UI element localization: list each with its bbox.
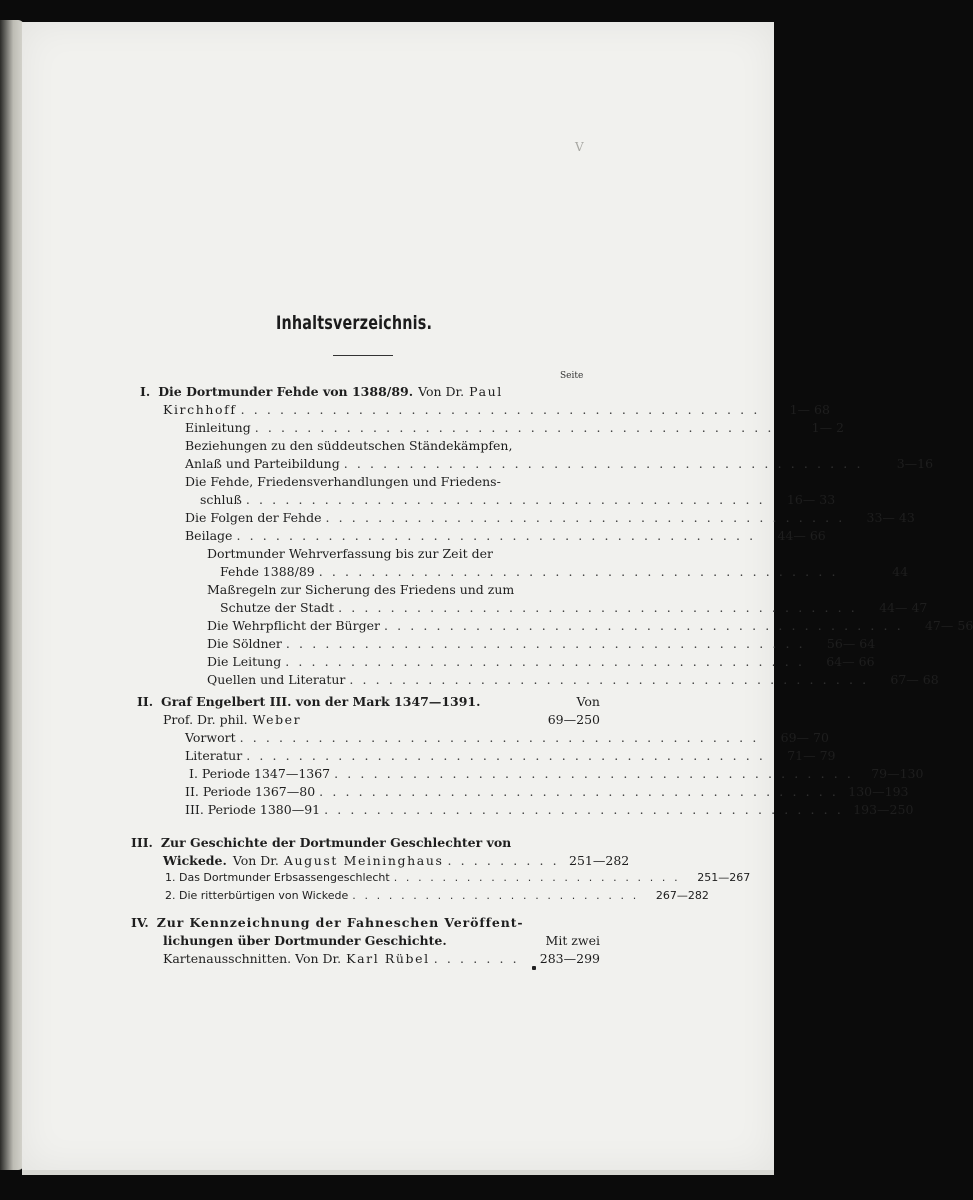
section-number: III. xyxy=(131,835,153,850)
toc-entry xyxy=(185,474,600,492)
title-divider xyxy=(333,355,393,356)
page-range: 33— 43 xyxy=(866,510,915,525)
page-column-header: Seite xyxy=(560,371,584,381)
page-range: 71— 79 xyxy=(787,748,836,763)
leader-dots: . . . . . . . xyxy=(433,951,520,966)
section-author: Karl Rübel xyxy=(346,951,430,966)
leader-dots: . . . . . . . . . . . . . . . . . . . . . . . . . . . . . . . . . . . . . . . . xyxy=(349,672,869,687)
toc-entry xyxy=(185,420,845,438)
entry-title: Anlaß und Parteibildung xyxy=(185,456,340,471)
section-author: August Meininghaus xyxy=(283,853,444,868)
page-range: 16— 33 xyxy=(786,492,836,507)
entry-title: Fehde 1388/89 xyxy=(220,564,315,579)
entry-title: Einleitung xyxy=(185,420,251,435)
entry-title: III. Periode 1380—91 xyxy=(185,802,321,817)
section-title: lichungen über Dortmunder Geschichte. xyxy=(163,933,447,948)
toc-entry xyxy=(185,528,826,546)
page-range: 193—250 xyxy=(853,802,914,817)
leader-dots: . . . . . . . . . . . . . . . . . . . . . . . . . . . . . . . . . . . . . . . . xyxy=(285,636,806,651)
page-range: 64— 66 xyxy=(826,654,875,669)
toc-entry xyxy=(185,730,829,748)
toc-entry xyxy=(185,802,914,820)
section-number: I. xyxy=(140,384,151,399)
toc-entry xyxy=(207,618,973,636)
section-title: Wickede. xyxy=(163,853,227,868)
section-author: Paul xyxy=(469,384,503,399)
page-number-mark: V xyxy=(575,140,584,154)
toc-entry xyxy=(163,933,600,951)
toc-entry xyxy=(220,564,909,582)
page-range: 44 xyxy=(892,564,909,579)
leader-dots: . . . . . . . . . . . . . . . . . . . . . . . . . . . . . . . . . . . . . . . . xyxy=(325,510,845,525)
toc-entry xyxy=(185,438,600,456)
section-byline: Mit zwei xyxy=(545,933,600,948)
previous-page-edge xyxy=(0,20,24,1170)
entry-title: Quellen und Literatur xyxy=(207,672,346,687)
leader-dots: . . . . . . . . . . . . . . . . . . . . . . . . . . . . . . . . . . . . . . . . xyxy=(318,564,839,579)
section-byline: Von Dr. xyxy=(232,853,279,868)
toc-entry xyxy=(200,492,836,510)
entry-title: Schutze der Stadt xyxy=(220,600,335,615)
toc-entry xyxy=(185,784,909,802)
entry-title: Maßregeln zur Sicherung des Friedens und zum xyxy=(207,582,515,597)
toc-section-heading xyxy=(140,384,600,402)
page-range: 47— 56 xyxy=(924,618,973,633)
entry-title: Beilage xyxy=(185,528,233,543)
toc-entry xyxy=(207,636,876,654)
toc-entry xyxy=(163,402,830,420)
entry-title: Vorwort xyxy=(185,730,236,745)
page-range: 130—193 xyxy=(848,784,909,799)
entry-title: schluß xyxy=(200,492,242,507)
leader-dots: . . . . . . . . . . . . . . . . . . . . . . . . . . . . . . . . . . . . . . . . xyxy=(343,456,864,471)
entry-title: II. Periode 1367—80 xyxy=(185,784,316,799)
leader-dots: . . . . . . . . . . . . . . . . . . . . . . . . . . . . . . . . . . . . . . . . xyxy=(236,528,756,543)
leader-dots: . . . . . . . . . . . . . . . . . . . . . . . . . . . . . . . . . . . . . . . . xyxy=(334,766,854,781)
toc-entry xyxy=(207,672,939,690)
leader-dots: . . . . . . . . . . . . . . . . . . . . . . . . . . . . . . . . . . . . . . . . xyxy=(245,492,766,507)
page-range: 251—267 xyxy=(697,871,751,884)
toc-entry xyxy=(185,748,836,766)
section-byline: Von Dr. xyxy=(418,384,465,399)
page-range: 79—130 xyxy=(871,766,924,781)
page-title: Inhaltsverzeichnis. xyxy=(276,312,433,334)
page-range: 251—282 xyxy=(569,853,630,868)
toc-entry xyxy=(207,546,600,564)
section-title: Die Dortmunder Fehde von 1388/89. xyxy=(158,384,414,399)
section-title: Zur Kennzeichnung der Fahneschen Veröffent- xyxy=(156,915,524,930)
toc-section-heading xyxy=(131,835,600,853)
entry-title: Die Folgen der Fehde xyxy=(185,510,322,525)
entry-title: Die Wehrpflicht der Bürger xyxy=(207,618,380,633)
toc-entry xyxy=(185,456,934,474)
page-range: 56— 64 xyxy=(826,636,876,651)
entry-title: Kartenausschnitten. Von Dr. xyxy=(163,951,342,966)
toc-entry xyxy=(163,712,600,730)
entry-title: Die Leitung xyxy=(207,654,282,669)
entry-title: Die Fehde, Friedensverhandlungen und Friedens- xyxy=(185,474,501,489)
section-byline: Von xyxy=(576,694,600,709)
section-author: Kirchhoff xyxy=(163,402,237,417)
section-number: IV. xyxy=(131,915,149,930)
section-number: II. xyxy=(137,694,154,709)
leader-dots: . . . . . . . . . . . . . . . . . . . . . . . . . . . . . . . . . . . . . . . . xyxy=(338,600,858,615)
page-range: 69— 70 xyxy=(780,730,829,745)
entry-title: Beziehungen zu den süddeutschen Ständekämpfen, xyxy=(185,438,513,453)
toc-entry xyxy=(189,766,924,784)
toc-entry xyxy=(163,853,630,871)
entry-title: 1. Das Dortmunder Erbsassengeschlecht xyxy=(165,871,390,884)
toc-entry xyxy=(165,889,709,907)
page-range: 1— 2 xyxy=(811,420,845,435)
leader-dots: . . . . . . . . . . . . . . . . . . . . . . . . . . . . . . . . . . . . . . . . xyxy=(383,618,904,633)
section-author: Weber xyxy=(252,712,302,727)
ink-speck xyxy=(532,966,536,970)
page-range: 44— 66 xyxy=(777,528,826,543)
leader-dots: . . . . . . . . . . . . . . . . . . . . . . . . . . . . . . . . . . . . . . . . xyxy=(285,654,805,669)
leader-dots: . . . . . . . . . xyxy=(447,853,560,868)
leader-dots: . . . . . . . . . . . . . . . . . . . . . . . . . . . . . . . . . . . . . . . . xyxy=(240,402,760,417)
leader-dots: . . . . . . . . . . . . . . . . . . . . . . . . . . . . . . . . . . . . . . . . xyxy=(239,730,759,745)
toc-entry xyxy=(220,600,928,618)
toc-entry xyxy=(165,871,751,889)
toc-entry xyxy=(185,510,915,528)
leader-dots: . . . . . . . . . . . . . . . . . . . . . . . . . . . . . . . . . . . . . . . . xyxy=(319,784,839,799)
entry-title: I. Periode 1347—1367 xyxy=(189,766,331,781)
page-range: 283—299 xyxy=(539,951,600,966)
entry-title: Literatur xyxy=(185,748,243,763)
entry-title: 2. Die ritterbürtigen von Wickede xyxy=(165,889,349,902)
toc-section-heading xyxy=(137,694,600,712)
entry-title: Dortmunder Wehrverfassung bis zur Zeit der xyxy=(207,546,493,561)
page-range: 67— 68 xyxy=(890,672,939,687)
toc-section-heading xyxy=(131,915,600,933)
leader-dots: . . . . . . . . . . . . . . . . . . . . . . . . xyxy=(393,871,681,884)
section-title: Zur Geschichte der Dortmunder Geschlechter von xyxy=(160,835,512,850)
leader-dots: . . . . . . . . . . . . . . . . . . . . . . . . . . . . . . . . . . . . . . . . xyxy=(254,420,775,435)
page-range: 3—16 xyxy=(896,456,934,471)
entry-title: Die Söldner xyxy=(207,636,282,651)
page-range: 69—250 xyxy=(547,712,600,727)
entry-title: Prof. Dr. phil. xyxy=(163,712,248,727)
leader-dots: . . . . . . . . . . . . . . . . . . . . . . . . . . . . . . . . . . . . . . . . xyxy=(246,748,766,763)
page-range: 1— 68 xyxy=(789,402,830,417)
toc-entry xyxy=(207,582,600,600)
section-title: Graf Engelbert III. von der Mark 1347—1391. xyxy=(161,694,481,709)
leader-dots: . . . . . . . . . . . . . . . . . . . . . . . . xyxy=(352,889,639,902)
leader-dots: . . . . . . . . . . . . . . . . . . . . . . . . . . . . . . . . . . . . . . . . xyxy=(324,802,844,817)
page-range: 44— 47 xyxy=(879,600,928,615)
toc-entry xyxy=(207,654,875,672)
page-range: 267—282 xyxy=(655,889,709,902)
